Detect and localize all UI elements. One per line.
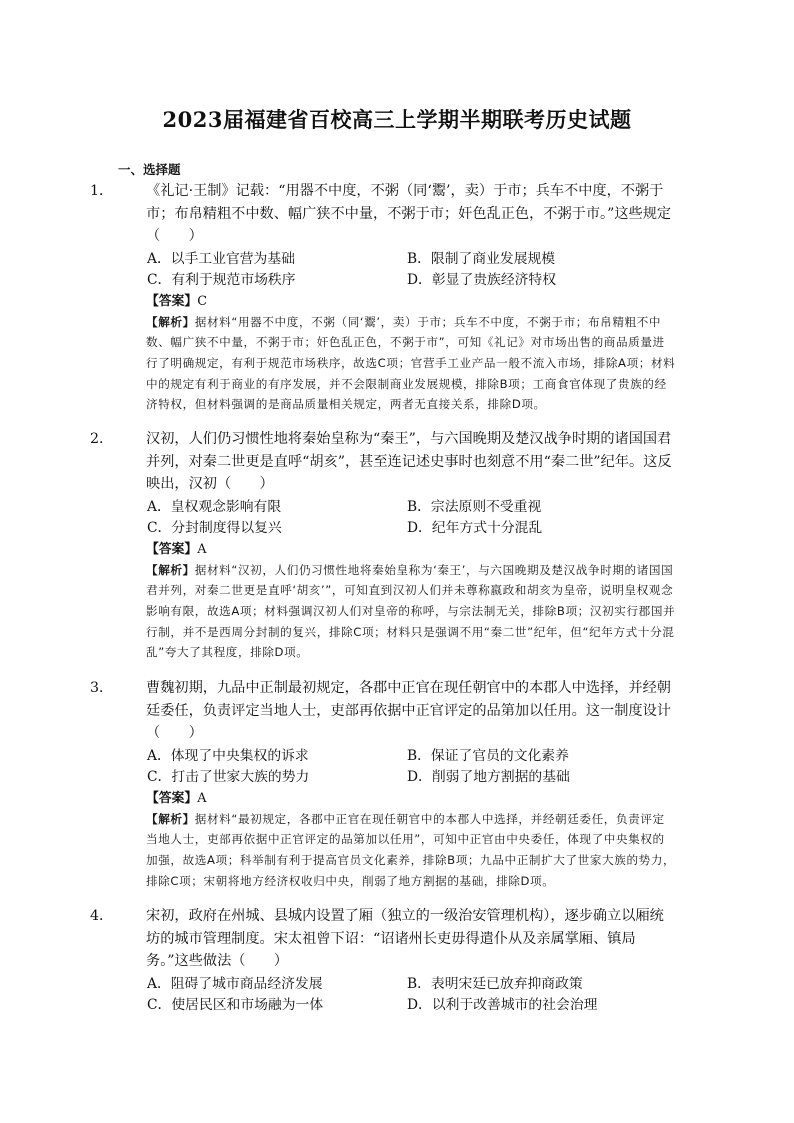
option-b: B．宗法原则不受重视 (407, 498, 542, 515)
question-stem (90, 677, 676, 745)
option-d: D．削弱了地方割据的基础 (407, 769, 570, 786)
option-d: D．纪年方式十分混乱 (407, 520, 543, 537)
answer-label: 【答案】 (146, 790, 198, 806)
answer-label: 【答案】 (146, 293, 198, 309)
question-stem (90, 905, 676, 973)
question-4 (90, 905, 676, 1017)
question-text: 汉初，人们仍习惯性地将秦始皇称为“秦王”，与六国晚期及楚汉战争时期的诸国国君并列，对秦二世更是直呼“胡亥”，甚至连记述史事时也刻意不用“秦二世”纪年。这反映出，汉初（ ） (146, 431, 672, 493)
option-a: A．以手工业官营为基础 (147, 250, 295, 267)
question-3 (90, 677, 676, 891)
question-number: 3． (90, 680, 114, 696)
options (118, 249, 676, 292)
question-text: 《礼记·王制》记载：“用器不中度，不粥（同‘鬻’，卖）于市；兵车不中度，不粥于市；布帛精粗不中数、幅广狭不中量，不粥于市；奸色乱正色，不粥于市。”这些规定（ ） (146, 183, 672, 245)
question-text: 宋初，政府在州城、县城内设置了厢（独立的一级治安管理机构），逐步确立以厢统坊的城市管理制度。宋太祖曾下诏：“诏诸州长吏毋得遣仆从及亲属掌厢、镇局务。”这些做法（ ） (146, 908, 664, 970)
option-b: B．表明宋廷已放弃抑商政策 (407, 975, 583, 992)
option-b: B．保证了官员的文化素养 (407, 747, 569, 764)
analysis-text: 据材料“用器不中度，不粥（同‘鬻’，卖）于市；兵车不中度，不粥于市；布帛精粗不中数、幅广狭不中量，不粥于市；奸色乱正色，不粥于市”，可知《礼记》对市场出售的商品质量进行了明确规定，有利于规范市场秩序，故选C项；官营手工业产品一般不流入市场，排除A项；材料中的规定有利于商业的有序发展，并不会限制商业发展规模，排除B项；工商食官体现了贵族的经济特权，但材料强调的是商品质量相关规定，两者无直接关系，排除D项。 (146, 314, 676, 412)
question-number: 2． (90, 431, 114, 447)
answer-value: C (197, 293, 207, 309)
question-stem (90, 180, 676, 248)
question-1 (90, 180, 676, 415)
answer-line (118, 292, 676, 312)
option-d: D．以利于改善城市的社会治理 (407, 997, 598, 1014)
answer-line (118, 540, 676, 560)
option-b: B．限制了商业发展规模 (407, 250, 556, 267)
question-number: 4． (90, 908, 114, 924)
option-c: C．使居民区和市场融为一体 (147, 997, 324, 1014)
analysis-text: 据材料“汉初，人们仍习惯性地将秦始皇称为‘秦王’，与六国晚期及楚汉战争时期的诸国国君并列，对秦二世更是直呼‘胡亥’”，可知直到汉初人们并未尊称嬴政和胡亥为皇帝，说明皇权观念影响有限，故选A项；材料强调汉初人们对皇帝的称呼，与宗法制无关，排除B项；汉初实行郡国并行制，并不是西周分封制的复兴，排除C项；材料只是强调不用“秦二世”纪年，但“纪年方式十分混乱”夸大了其程度，排除D项。 (146, 562, 676, 660)
option-a: A．体现了中央集权的诉求 (147, 747, 309, 764)
question-text: 曹魏初期，九品中正制最初规定，各郡中正官在现任朝官中的本郡人中选择，并经朝廷委任，负责评定当地人士，吏部再依据中正官评定的品第加以任用。这一制度设计（ ） (146, 680, 671, 742)
options (118, 746, 676, 789)
answer-line (118, 789, 676, 809)
option-c: C．有利于规范市场秩序 (147, 272, 296, 289)
question-stem (90, 428, 676, 496)
options (118, 974, 676, 1017)
page-title: 2023届福建省百校高三上学期半期联考历史试题 (162, 107, 632, 132)
analysis-text: 据材料“最初规定，各郡中正官在现任朝官中的本郡人中选择，并经朝廷委任，负责评定当地人士，吏部再依据中正官评定的品第加以任用”，可知中正官由中央委任，体现了中央集权的加强，故选A项；科举制有利于提高官员文化素养，排除B项；九品中正制扩大了世家大族的势力，排除C项；宋朝将地方经济权收归中央，削弱了地方割据的基础，排除D项。 (146, 811, 676, 888)
option-c: C．分封制度得以复兴 (147, 520, 282, 537)
answer-value: A (197, 541, 207, 557)
option-c: C．打击了世家大族的势力 (147, 769, 310, 786)
option-a: A．皇权观念影响有限 (147, 498, 282, 515)
option-d: D．彰显了贵族经济特权 (407, 272, 557, 289)
options (118, 497, 676, 540)
analysis-label: 【解析】 (146, 314, 195, 329)
analysis-block (118, 312, 676, 415)
answer-label: 【答案】 (146, 541, 198, 557)
section-heading: 一、选择题 (118, 162, 181, 177)
analysis-label: 【解析】 (146, 811, 195, 826)
analysis-block (118, 809, 676, 891)
answer-value: A (197, 790, 207, 806)
question-2 (90, 428, 676, 663)
analysis-block (118, 560, 676, 663)
option-a: A．阻碍了城市商品经济发展 (147, 975, 323, 992)
analysis-label: 【解析】 (146, 562, 195, 577)
question-number: 1． (90, 183, 114, 199)
